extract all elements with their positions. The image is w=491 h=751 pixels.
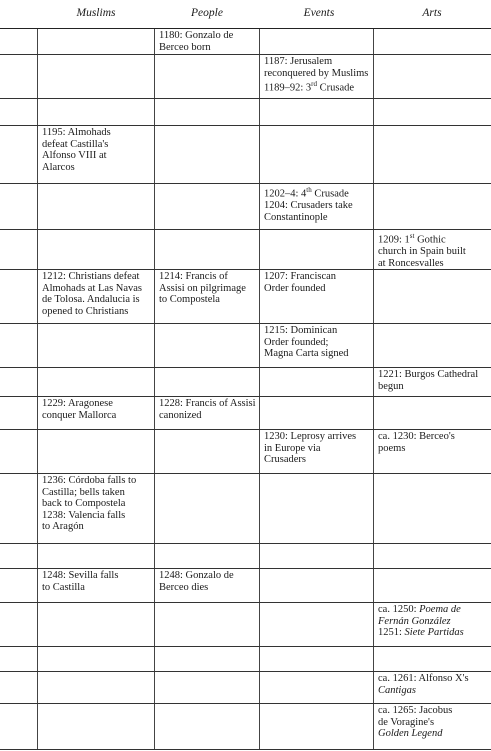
- cell-text: 1230: Leprosy arrives in Europe via Crusaders: [264, 431, 357, 466]
- table-row: [0, 98, 491, 126]
- cell-text: 1229: Aragonese conquer Mallorca: [42, 398, 117, 421]
- cell-people: [155, 98, 259, 125]
- cell-events: [260, 646, 373, 671]
- cell-text: ca. 1265: Jacobus de Voragine's Golden Legend: [378, 705, 453, 740]
- cell-text: ca. 1230: Berceo's poems: [378, 431, 455, 454]
- cell-people: [155, 125, 259, 183]
- cell-muslims: [38, 473, 154, 543]
- cell-people: [155, 429, 259, 473]
- table-row: [0, 125, 491, 184]
- cell-people: [155, 269, 259, 323]
- cell-events: [260, 568, 373, 602]
- cell-arts: [374, 28, 491, 54]
- cell-muslims: [38, 54, 154, 98]
- table-row: [0, 54, 491, 99]
- cell-people: [155, 473, 259, 543]
- cell-arts: [374, 367, 491, 396]
- cell-events: [260, 671, 373, 703]
- table-header: [0, 0, 491, 28]
- cell-muslims: [38, 269, 154, 323]
- cell-events: [260, 367, 373, 396]
- cell-arts: [374, 323, 491, 367]
- table-row: [0, 568, 491, 603]
- table-row: [0, 671, 491, 704]
- cell-events: [260, 429, 373, 473]
- cell-muslims: [38, 183, 154, 229]
- cell-muslims: [38, 703, 154, 749]
- cell-muslims: [38, 396, 154, 429]
- cell-text: 1209: 1st Gothic church in Spain built at Roncesvalles: [378, 232, 466, 269]
- cell-text: 1202–4: 4th Crusade 1204: Crusaders take Constantinople: [264, 186, 353, 223]
- cell-arts: [374, 396, 491, 429]
- table-row: [0, 367, 491, 397]
- cell-people: [155, 396, 259, 429]
- cell-text: 1215: Dominican Order founded; Magna Carta signed: [264, 325, 349, 360]
- cell-events: [260, 54, 373, 98]
- cell-text: 1214: Francis of Assisi on pilgrimage to Compostela: [159, 271, 246, 306]
- cell-muslims: [38, 98, 154, 125]
- cell-events: [260, 473, 373, 543]
- table-row: [0, 229, 491, 270]
- cell-arts: [374, 543, 491, 568]
- table-row: [0, 28, 491, 55]
- cell-people: [155, 229, 259, 269]
- cell-people: [155, 183, 259, 229]
- cell-people: [155, 568, 259, 602]
- cell-events: [260, 28, 373, 54]
- cell-arts: [374, 269, 491, 323]
- cell-arts: [374, 125, 491, 183]
- cell-arts: [374, 671, 491, 703]
- cell-events: [260, 396, 373, 429]
- cell-arts: [374, 183, 491, 229]
- cell-arts: [374, 98, 491, 125]
- cell-events: [260, 183, 373, 229]
- header-events: Events: [303, 7, 335, 19]
- cell-events: [260, 98, 373, 125]
- cell-people: [155, 602, 259, 646]
- cell-arts: [374, 229, 491, 269]
- cell-events: [260, 269, 373, 323]
- table-row: [0, 429, 491, 474]
- cell-muslims: [38, 602, 154, 646]
- cell-events: [260, 543, 373, 568]
- cell-people: [155, 323, 259, 367]
- cell-arts: [374, 54, 491, 98]
- cell-muslims: [38, 671, 154, 703]
- cell-arts: [374, 429, 491, 473]
- cell-arts: [374, 703, 491, 749]
- cell-people: [155, 703, 259, 749]
- table-row: [0, 323, 491, 368]
- cell-people: [155, 367, 259, 396]
- cell-events: [260, 602, 373, 646]
- table-row: [0, 646, 491, 672]
- cell-text: 1228: Francis of Assisi canonized: [159, 398, 256, 421]
- cell-muslims: [38, 646, 154, 671]
- table-row: [0, 543, 491, 569]
- cell-muslims: [38, 125, 154, 183]
- cell-muslims: [38, 568, 154, 602]
- cell-arts: [374, 473, 491, 543]
- table-row: [0, 703, 491, 750]
- table-row: [0, 269, 491, 324]
- cell-people: [155, 646, 259, 671]
- cell-events: [260, 125, 373, 183]
- table-row: [0, 183, 491, 230]
- cell-muslims: [38, 229, 154, 269]
- cell-text: 1236: Córdoba falls to Castilla; bells taken back to Compostela 1238: Valencia falls to Aragón: [42, 475, 137, 533]
- cell-text: 1248: Sevilla falls to Castilla: [42, 570, 119, 593]
- cell-arts: [374, 568, 491, 602]
- cell-people: [155, 671, 259, 703]
- table-row: [0, 473, 491, 544]
- cell-muslims: [38, 323, 154, 367]
- cell-text: ca. 1261: Alfonso X's Cantigas: [378, 673, 469, 696]
- header-people: People: [191, 7, 223, 19]
- cell-people: [155, 54, 259, 98]
- table-row: [0, 602, 491, 647]
- cell-events: [260, 229, 373, 269]
- cell-text: ca. 1250: Poema de Fernán González 1251: Siete Partidas: [378, 604, 464, 639]
- cell-text: 1207: Franciscan Order founded: [264, 271, 337, 294]
- cell-text: 1180: Gonzalo de Berceo born: [159, 30, 234, 53]
- table-row: [0, 396, 491, 430]
- cell-events: [260, 703, 373, 749]
- header-arts: Arts: [422, 7, 442, 19]
- cell-muslims: [38, 28, 154, 54]
- cell-muslims: [38, 367, 154, 396]
- cell-text: 1187: Jerusalem reconquered by Muslims 1189–92: 3rd Crusade: [264, 56, 369, 94]
- cell-text: 1195: Almohads defeat Castilla's Alfonso VIII at Alarcos: [42, 127, 111, 173]
- cell-arts: [374, 602, 491, 646]
- cell-people: [155, 28, 259, 54]
- cell-text: 1248: Gonzalo de Berceo dies: [159, 570, 234, 593]
- cell-people: [155, 543, 259, 568]
- cell-text: 1221: Burgos Cathedral begun: [378, 369, 479, 392]
- cell-events: [260, 323, 373, 367]
- cell-muslims: [38, 429, 154, 473]
- header-muslims: Muslims: [76, 7, 116, 19]
- cell-text: 1212: Christians defeat Almohads at Las Navas de Tolosa. Andalucia is opened to Christians: [42, 271, 143, 317]
- cell-arts: [374, 646, 491, 671]
- cell-muslims: [38, 543, 154, 568]
